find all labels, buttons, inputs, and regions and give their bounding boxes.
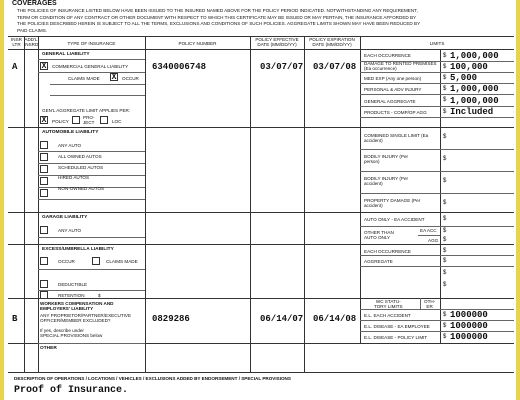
bodily-injury-person-label: BODILY INJURY (Per person) [364, 154, 409, 164]
limits-header: LIMITS [429, 41, 445, 46]
aggregate-loc-checkbox[interactable] [100, 116, 108, 124]
scheduled-autos-label: SCHEDULED AUTOS [58, 165, 104, 170]
auto-only-label: AUTO ONLY - EA ACCIDENT [364, 217, 425, 222]
aggregate-applies-label: GEN'L AGGREGATE LIMIT APPLIES PER: [42, 108, 131, 113]
retention-dollar: $ [98, 293, 101, 298]
describe-provisions-label: If yes, describe under SPECIAL PROVISIONS below [40, 328, 103, 338]
each-occurrence-value: 1,000,000 [450, 51, 499, 61]
scheduled-autos-checkbox[interactable] [40, 165, 48, 173]
med-exp-value: 5,000 [450, 73, 478, 83]
general-effective-date: 03/07/07 [260, 62, 304, 72]
bodily-injury-person-dollar: $ [443, 156, 447, 162]
insurer-letter-b: B [12, 314, 18, 324]
description-title: DESCRIPTION OF OPERATIONS / LOCATIONS / VEHICLES / EXCLUSIONS ADDED BY ENDORSEMENT / SPECIAL PROVISIONS [14, 376, 291, 381]
products-comp-value: Included [450, 107, 494, 117]
all-owned-autos-checkbox[interactable] [40, 153, 48, 161]
non-owned-autos-label: NON-OWNED AUTOS [58, 186, 105, 191]
general-expiration-date: 03/07/08 [313, 62, 357, 72]
general-aggregate-value: 1,000,000 [450, 96, 499, 106]
general-aggregate-dollar: $ [443, 97, 447, 103]
products-comp-label: PRODUCTS - COMP/OP AGG [364, 110, 427, 115]
products-comp-dollar: $ [443, 109, 447, 115]
el-disease-policy-label: E.L. DISEASE - POLICY LIMIT [364, 335, 428, 340]
addl-label: ADD'L [24, 37, 38, 42]
retention-checkbox[interactable] [40, 291, 48, 299]
all-owned-autos-label: ALL OWNED AUTOS [58, 154, 102, 159]
wc-statutory-label: WC STATU- TORY LIMITS [374, 299, 403, 309]
bodily-injury-accident-dollar: $ [443, 178, 447, 184]
garage-liability-title: GARAGE LIABILITY [42, 215, 88, 220]
excess-claims-made-checkbox[interactable] [92, 257, 100, 265]
excess-occur-checkbox[interactable] [40, 257, 48, 265]
ltr-label: LTR [12, 41, 21, 47]
excess-occur-label: OCCUR [58, 259, 75, 264]
expiration-date-header: DATE (MM/DD/YY) [312, 41, 352, 47]
coverages-heading: COVERAGES [12, 0, 57, 7]
any-auto-label: ANY AUTO [58, 143, 82, 148]
combined-single-dollar: $ [443, 134, 447, 140]
aggregate-project-label: PRO- JECT [83, 115, 95, 125]
insurer-letter-a: A [12, 62, 18, 72]
hired-autos-checkbox[interactable] [40, 177, 48, 185]
personal-adv-dollar: $ [443, 86, 447, 92]
hired-autos-label: HIRED AUTOS [58, 175, 90, 180]
excess-extra-dollar-2: $ [443, 282, 447, 288]
effective-header: POLICY EFFECTIVE [255, 37, 299, 42]
general-policy-number: 6340006748 [152, 62, 207, 72]
insrd-label: INSRD [24, 41, 39, 47]
excess-liability-title: EXCESS/UMBRELLA LIABILITY [42, 247, 114, 252]
claims-made-checkbox[interactable] [50, 74, 58, 82]
aggregate-project-checkbox[interactable] [72, 116, 80, 124]
agg-dollar: $ [443, 237, 447, 243]
wc-other-label: OTH- ER [424, 299, 436, 309]
aggregate-loc-label: LOC [112, 119, 122, 124]
general-liability-checkbox[interactable]: X [41, 62, 47, 71]
workers-expiration-date: 06/14/08 [313, 314, 357, 324]
el-disease-employee-dollar: $ [443, 323, 447, 329]
excess-each-occurrence-dollar: $ [443, 248, 447, 254]
expiration-header: POLICY EXPIRATION [309, 37, 355, 42]
general-aggregate-label: GENERAL AGGREGATE [364, 99, 416, 104]
commercial-general-liability-label: COMMERCIAL GENERAL LIABILITY [52, 64, 129, 69]
ea-acc-label: EA ACC [420, 228, 437, 233]
other-than-auto-label: OTHER THAN AUTO ONLY [364, 230, 394, 240]
aggregate-policy-label: POLICY [52, 119, 69, 124]
med-exp-label: MED EXP (Any one person) [364, 76, 422, 81]
combined-single-limit-label: COMBINED SINGLE LIMIT (Ea accident) [364, 133, 429, 143]
garage-any-auto-label: ANY AUTO [58, 228, 82, 233]
agg-label: AGG [428, 238, 439, 243]
type-of-insurance-header: TYPE OF INSURANCE [67, 41, 116, 46]
damage-rented-value: 100,000 [450, 62, 488, 72]
insr-label: INSR [11, 37, 22, 42]
policy-number-header: POLICY NUMBER [178, 41, 217, 46]
effective-date-header: DATE (MM/DD/YY) [257, 41, 297, 47]
el-each-accident-value: 1000000 [450, 310, 488, 320]
claims-made-label: CLAIMS MADE [68, 76, 100, 81]
damage-rented-label: DAMAGE TO RENTED PREMISES (Ea occurrence) [364, 61, 437, 71]
el-disease-employee-label: E.L. DISEASE - EA EMPLOYEE [364, 324, 430, 329]
el-each-accident-dollar: $ [443, 312, 447, 318]
med-exp-dollar: $ [443, 75, 447, 81]
ea-acc-dollar: $ [443, 228, 447, 234]
excess-aggregate-dollar: $ [443, 258, 447, 264]
other-title: OTHER [40, 346, 57, 351]
occur-checkbox[interactable]: X [111, 73, 117, 82]
excess-extra-dollar-1: $ [443, 270, 447, 276]
description-text: Proof of Insurance. [14, 385, 129, 396]
general-liability-title: GENERAL LIABILITY [42, 52, 90, 57]
occur-label: OCCUR [122, 76, 139, 81]
auto-only-dollar: $ [443, 216, 447, 222]
workers-effective-date: 06/14/07 [260, 314, 304, 324]
retention-label: RETENTION [58, 293, 85, 298]
excess-aggregate-label: AGGREGATE [364, 259, 393, 264]
excess-claims-made-label: CLAIMS MADE [106, 259, 138, 264]
el-each-accident-label: E.L. EACH ACCIDENT [364, 313, 411, 318]
el-disease-policy-value: 1000000 [450, 332, 488, 342]
workers-policy-number: 0829286 [152, 314, 190, 324]
property-damage-label: PROPERTY DAMAGE (Per accident) [364, 198, 421, 208]
coverage-notice: THE POLICIES OF INSURANCE LISTED BELOW HAVE BEEN ISSUED TO THE INSURED NAMED ABOVE FOR THE POLICY PERIOD INDICATED. NOTWITHSTANDING ANY REQUIREMENT, TERM OR CONDITION OF ANY CONTRACT OR OTHER DOCUMENT WITH RESPECT TO WHICH THIS CERTIFICATE MAY BE ISSUED OR MAY PERTAIN, THE INSURANCE AFFORDED BY THE POLICIES DESCRIBED HEREIN IS SUBJECT TO ALL THE TERMS, EXCLUSIONS AND CONDITIONS OF SUCH POLICIES. AGGREGATE LIMITS SHOWN MAY HAVE BEEN REDUCED BY PAID CLAIMS. [17, 8, 421, 34]
officer-excluded-label: ANY PROPRIETOR/PARTNER/EXECUTIVE OFFICER/MEMBER EXCLUDED? [40, 313, 132, 323]
non-owned-autos-checkbox[interactable] [40, 189, 48, 197]
each-occurrence-dollar: $ [443, 53, 447, 59]
workers-comp-title: WORKERS COMPENSATION AND EMPLOYERS' LIABILITY [40, 301, 114, 311]
aggregate-policy-checkbox[interactable]: X [41, 116, 47, 125]
any-auto-checkbox[interactable] [40, 141, 48, 149]
personal-adv-label: PERSONAL & ADV INJURY [364, 87, 422, 92]
damage-rented-dollar: $ [443, 64, 447, 70]
bodily-injury-accident-label: BODILY INJURY (Per accident) [364, 176, 409, 186]
auto-liability-title: AUTOMOBILE LIABILITY [42, 130, 99, 135]
garage-any-auto-checkbox[interactable] [40, 226, 48, 234]
el-disease-employee-value: 1000000 [450, 321, 488, 331]
deductible-label: DEDUCTIBLE [58, 282, 88, 287]
personal-adv-value: 1,000,000 [450, 84, 499, 94]
deductible-checkbox[interactable] [40, 280, 48, 288]
each-occurrence-label: EACH OCCURRENCE [364, 53, 411, 58]
property-damage-dollar: $ [443, 200, 447, 206]
excess-each-occurrence-label: EACH OCCURRENCE [364, 249, 411, 254]
el-disease-policy-dollar: $ [443, 334, 447, 340]
